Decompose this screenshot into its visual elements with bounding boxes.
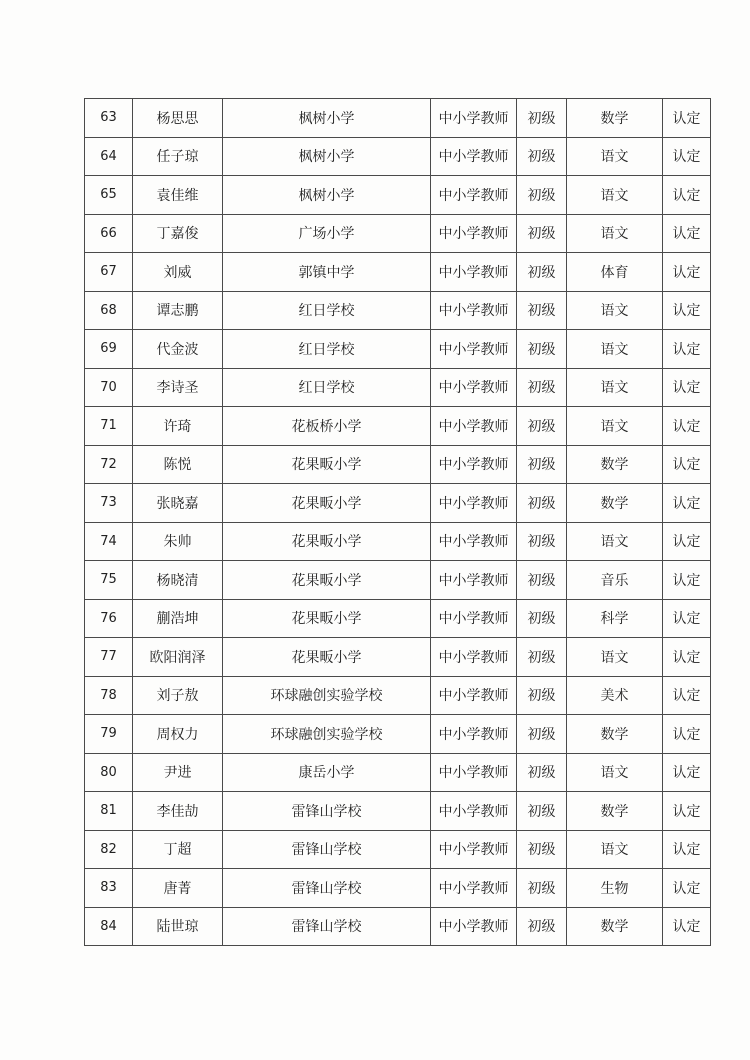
cell-category: 中小学教师 — [431, 445, 517, 484]
cell-school: 花果畈小学 — [223, 445, 431, 484]
cell-name: 周权力 — [133, 715, 223, 754]
cell-category: 中小学教师 — [431, 869, 517, 908]
cell-level: 初级 — [517, 753, 567, 792]
cell-level: 初级 — [517, 368, 567, 407]
cell-subject: 数学 — [567, 792, 663, 831]
cell-category: 中小学教师 — [431, 522, 517, 561]
cell-school: 红日学校 — [223, 330, 431, 369]
cell-category: 中小学教师 — [431, 137, 517, 176]
cell-category: 中小学教师 — [431, 407, 517, 446]
table-row — [85, 869, 711, 908]
cell-status: 认定 — [663, 99, 711, 138]
cell-school: 红日学校 — [223, 291, 431, 330]
cell-school: 花果畈小学 — [223, 561, 431, 600]
cell-subject: 数学 — [567, 445, 663, 484]
cell-name: 唐菁 — [133, 869, 223, 908]
table-row — [85, 907, 711, 946]
cell-status: 认定 — [663, 792, 711, 831]
cell-level: 初级 — [517, 830, 567, 869]
cell-subject: 语文 — [567, 330, 663, 369]
cell-school: 雷锋山学校 — [223, 869, 431, 908]
cell-number: 66 — [85, 214, 133, 253]
table-row — [85, 484, 711, 523]
cell-category: 中小学教师 — [431, 176, 517, 215]
cell-category: 中小学教师 — [431, 753, 517, 792]
cell-school: 雷锋山学校 — [223, 907, 431, 946]
cell-level: 初级 — [517, 522, 567, 561]
cell-category: 中小学教师 — [431, 99, 517, 138]
cell-name: 张晓嘉 — [133, 484, 223, 523]
cell-status: 认定 — [663, 484, 711, 523]
cell-level: 初级 — [517, 330, 567, 369]
cell-level: 初级 — [517, 253, 567, 292]
cell-school: 花果畈小学 — [223, 638, 431, 677]
cell-category: 中小学教师 — [431, 291, 517, 330]
cell-subject: 美术 — [567, 676, 663, 715]
cell-number: 63 — [85, 99, 133, 138]
table-row — [85, 137, 711, 176]
table-row — [85, 792, 711, 831]
cell-subject: 语文 — [567, 214, 663, 253]
cell-number: 82 — [85, 830, 133, 869]
cell-status: 认定 — [663, 907, 711, 946]
cell-name: 陆世琼 — [133, 907, 223, 946]
cell-number: 79 — [85, 715, 133, 754]
cell-level: 初级 — [517, 484, 567, 523]
cell-status: 认定 — [663, 869, 711, 908]
cell-subject: 数学 — [567, 715, 663, 754]
table-row — [85, 253, 711, 292]
cell-number: 78 — [85, 676, 133, 715]
table-row — [85, 638, 711, 677]
cell-school: 枫树小学 — [223, 176, 431, 215]
cell-subject: 语文 — [567, 638, 663, 677]
cell-category: 中小学教师 — [431, 715, 517, 754]
cell-category: 中小学教师 — [431, 830, 517, 869]
cell-school: 广场小学 — [223, 214, 431, 253]
cell-status: 认定 — [663, 253, 711, 292]
cell-number: 70 — [85, 368, 133, 407]
cell-level: 初级 — [517, 907, 567, 946]
table-row — [85, 99, 711, 138]
table-row — [85, 176, 711, 215]
cell-status: 认定 — [663, 368, 711, 407]
cell-number: 83 — [85, 869, 133, 908]
cell-subject: 音乐 — [567, 561, 663, 600]
cell-name: 袁佳维 — [133, 176, 223, 215]
cell-number: 77 — [85, 638, 133, 677]
cell-number: 81 — [85, 792, 133, 831]
cell-name: 丁超 — [133, 830, 223, 869]
cell-subject: 语文 — [567, 176, 663, 215]
cell-status: 认定 — [663, 137, 711, 176]
cell-subject: 数学 — [567, 99, 663, 138]
cell-name: 杨晓清 — [133, 561, 223, 600]
cell-name: 陈悦 — [133, 445, 223, 484]
table-row — [85, 214, 711, 253]
cell-category: 中小学教师 — [431, 330, 517, 369]
cell-status: 认定 — [663, 176, 711, 215]
cell-school: 康岳小学 — [223, 753, 431, 792]
cell-category: 中小学教师 — [431, 638, 517, 677]
cell-level: 初级 — [517, 869, 567, 908]
cell-name: 朱帅 — [133, 522, 223, 561]
table-row — [85, 599, 711, 638]
cell-status: 认定 — [663, 407, 711, 446]
cell-number: 72 — [85, 445, 133, 484]
cell-level: 初级 — [517, 676, 567, 715]
cell-school: 郭镇中学 — [223, 253, 431, 292]
cell-name: 任子琼 — [133, 137, 223, 176]
cell-category: 中小学教师 — [431, 676, 517, 715]
cell-level: 初级 — [517, 715, 567, 754]
cell-number: 73 — [85, 484, 133, 523]
cell-subject: 语文 — [567, 407, 663, 446]
cell-name: 代金波 — [133, 330, 223, 369]
table-row — [85, 522, 711, 561]
cell-number: 64 — [85, 137, 133, 176]
cell-status: 认定 — [663, 522, 711, 561]
cell-level: 初级 — [517, 445, 567, 484]
cell-status: 认定 — [663, 599, 711, 638]
cell-status: 认定 — [663, 330, 711, 369]
cell-school: 红日学校 — [223, 368, 431, 407]
cell-name: 欧阳润泽 — [133, 638, 223, 677]
table-row — [85, 676, 711, 715]
cell-status: 认定 — [663, 638, 711, 677]
cell-status: 认定 — [663, 291, 711, 330]
cell-number: 71 — [85, 407, 133, 446]
cell-name: 杨思思 — [133, 99, 223, 138]
cell-category: 中小学教师 — [431, 368, 517, 407]
cell-status: 认定 — [663, 676, 711, 715]
cell-status: 认定 — [663, 715, 711, 754]
cell-subject: 体育 — [567, 253, 663, 292]
cell-name: 许琦 — [133, 407, 223, 446]
cell-name: 谭志鹏 — [133, 291, 223, 330]
cell-number: 75 — [85, 561, 133, 600]
cell-school: 雷锋山学校 — [223, 792, 431, 831]
cell-number: 69 — [85, 330, 133, 369]
teacher-certification-table — [84, 98, 711, 946]
cell-category: 中小学教师 — [431, 214, 517, 253]
cell-subject: 语文 — [567, 291, 663, 330]
table-row — [85, 715, 711, 754]
cell-category: 中小学教师 — [431, 484, 517, 523]
table-row — [85, 830, 711, 869]
cell-status: 认定 — [663, 830, 711, 869]
cell-name: 李诗圣 — [133, 368, 223, 407]
cell-subject: 语文 — [567, 137, 663, 176]
cell-number: 76 — [85, 599, 133, 638]
cell-level: 初级 — [517, 176, 567, 215]
cell-level: 初级 — [517, 561, 567, 600]
cell-category: 中小学教师 — [431, 561, 517, 600]
cell-level: 初级 — [517, 407, 567, 446]
cell-name: 丁嘉俊 — [133, 214, 223, 253]
cell-level: 初级 — [517, 137, 567, 176]
cell-name: 尹进 — [133, 753, 223, 792]
cell-subject: 数学 — [567, 907, 663, 946]
cell-school: 花果畈小学 — [223, 522, 431, 561]
table-row — [85, 368, 711, 407]
table-row — [85, 330, 711, 369]
cell-number: 68 — [85, 291, 133, 330]
table-row — [85, 753, 711, 792]
cell-status: 认定 — [663, 214, 711, 253]
cell-level: 初级 — [517, 638, 567, 677]
cell-number: 84 — [85, 907, 133, 946]
cell-status: 认定 — [663, 561, 711, 600]
cell-subject: 语文 — [567, 522, 663, 561]
cell-number: 65 — [85, 176, 133, 215]
cell-category: 中小学教师 — [431, 253, 517, 292]
cell-level: 初级 — [517, 599, 567, 638]
cell-subject: 语文 — [567, 368, 663, 407]
table-row — [85, 561, 711, 600]
cell-school: 雷锋山学校 — [223, 830, 431, 869]
table-row — [85, 291, 711, 330]
cell-category: 中小学教师 — [431, 792, 517, 831]
cell-subject: 语文 — [567, 830, 663, 869]
cell-school: 花板桥小学 — [223, 407, 431, 446]
cell-level: 初级 — [517, 99, 567, 138]
cell-subject: 数学 — [567, 484, 663, 523]
cell-school: 环球融创实验学校 — [223, 676, 431, 715]
cell-status: 认定 — [663, 753, 711, 792]
cell-name: 蒯浩坤 — [133, 599, 223, 638]
cell-name: 李佳劼 — [133, 792, 223, 831]
cell-name: 刘子敖 — [133, 676, 223, 715]
cell-subject: 语文 — [567, 753, 663, 792]
cell-school: 环球融创实验学校 — [223, 715, 431, 754]
cell-school: 枫树小学 — [223, 99, 431, 138]
cell-level: 初级 — [517, 214, 567, 253]
cell-school: 枫树小学 — [223, 137, 431, 176]
cell-subject: 科学 — [567, 599, 663, 638]
table-body — [85, 99, 711, 946]
table-row — [85, 407, 711, 446]
cell-number: 74 — [85, 522, 133, 561]
cell-school: 花果畈小学 — [223, 484, 431, 523]
table-row — [85, 445, 711, 484]
cell-number: 80 — [85, 753, 133, 792]
cell-category: 中小学教师 — [431, 907, 517, 946]
cell-level: 初级 — [517, 291, 567, 330]
cell-name: 刘威 — [133, 253, 223, 292]
cell-number: 67 — [85, 253, 133, 292]
cell-category: 中小学教师 — [431, 599, 517, 638]
cell-school: 花果畈小学 — [223, 599, 431, 638]
cell-level: 初级 — [517, 792, 567, 831]
cell-status: 认定 — [663, 445, 711, 484]
cell-subject: 生物 — [567, 869, 663, 908]
